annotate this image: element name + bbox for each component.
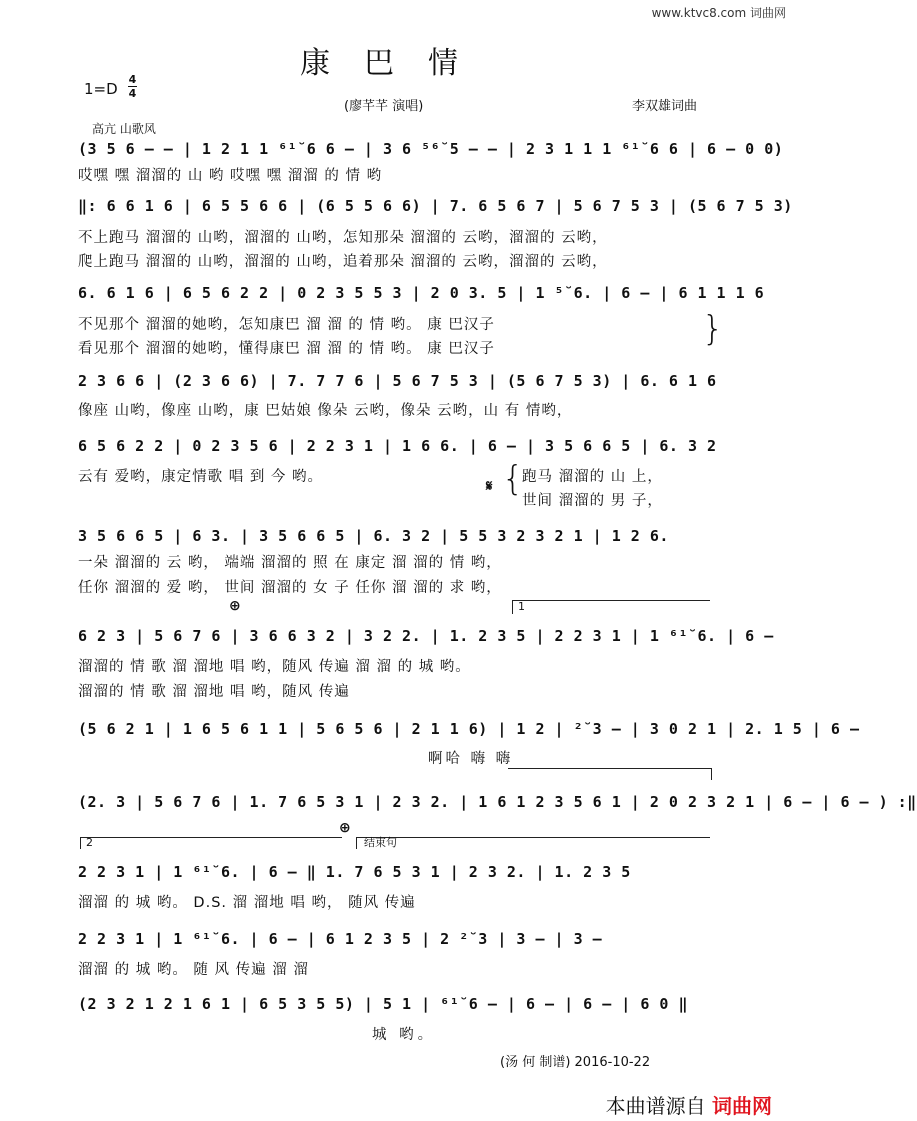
volta-1-line <box>512 600 710 601</box>
lyric-row-2-verse-2: 爬上跑马 溜溜的 山哟，溜溜的 山哟，追着那朵 溜溜的 云哟，溜溜的 云哟， <box>78 254 608 270</box>
lyric-row-8: 啊哈 嗨 嗨 <box>428 751 514 767</box>
coda-sign-2: ⊕ <box>339 820 351 836</box>
volta-1-hook <box>512 600 513 614</box>
time-signature <box>128 74 137 99</box>
notation-row-6: 3 5 6 6 5 | 6 3. | 3 5 6 6 5 | 6. 3 2 | 5 5 3 2 3 2 1 | 1 2 6. <box>78 527 669 545</box>
tempo-marking: 高亢 山歌风 <box>92 122 156 136</box>
ending-hook <box>356 837 357 849</box>
notation-row-7: 6 2 3 | 5 6 7 6 | 3 6 6 3 2 | 3 2 2. | 1. 2 3 5 | 2 2 3 1 | 1 ⁶¹˘6. | 6 – <box>78 627 774 645</box>
side-lyric-1: 跑马 溜溜的 山 上， <box>522 469 663 485</box>
bracket-line <box>508 768 712 769</box>
brace-right: } <box>702 309 724 349</box>
lyric-row-7-verse-2: 溜溜的 情 歌 溜 溜地 唱 哟，随风 传遍 <box>78 684 350 700</box>
brace-left: { <box>502 459 524 499</box>
notation-row-1: (3 5 6 – – | 1 2 1 1 ⁶¹˘6 6 – | 3 6 ⁵⁶˘5 – – | 2 3 1 1 1 ⁶¹˘6 6 | 6 – 0 0) <box>78 140 784 158</box>
volta-2-hook <box>80 837 81 849</box>
lyric-row-7-verse-1: 溜溜的 情 歌 溜 溜地 唱 哟，随风 传遍 溜 溜 的 城 哟。 <box>78 659 471 675</box>
bracket-hook <box>711 768 712 780</box>
lyric-row-3-verse-2: 看见那个 溜溜的她哟，懂得康巴 溜 溜 的 情 哟。 康 巴汉子 <box>78 341 495 357</box>
lyric-row-11: 溜溜 的 城 哟。 随 风 传遍 溜 溜 <box>78 962 309 978</box>
lyric-row-1: 哎嘿 嘿 溜溜的 山 哟 哎嘿 嘿 溜溜 的 情 哟 <box>78 168 383 184</box>
source-brand[interactable] <box>606 1090 772 1119</box>
lyric-row-6-verse-2: 任你 溜溜的 爱 哟， 世间 溜溜的 女 子 任你 溜 溜的 求 哟， <box>78 580 502 596</box>
notation-row-3: 6. 6 1 6 | 6 5 6 2 2 | 0 2 3 5 5 3 | 2 0 3. 5 | 1 ⁵˘6. | 6 – | 6 1 1 1 6 <box>78 284 765 302</box>
notation-row-12: (2 3 2 1 2 1 6 1 | 6 5 3 5 5) | 5 1 | ⁶¹˘6 – | 6 – | 6 – | 6 0 ‖ <box>78 995 688 1013</box>
lyric-row-2-verse-1: 不上跑马 溜溜的 山哟，溜溜的 山哟，怎知那朵 溜溜的 云哟，溜溜的 云哟， <box>78 230 608 246</box>
notation-row-9: (2. 3 | 5 6 7 6 | 1. 7 6 5 3 1 | 2 3 2. | 1 6 1 2 3 5 6 1 | 2 0 2 3 2 1 | 6 – | 6 – ) :‖ <box>78 793 917 811</box>
watermark-site[interactable]: www.ktvc8.com 词曲网 <box>651 6 786 20</box>
lyric-row-12: 城 哟。 <box>372 1027 437 1043</box>
ending-line <box>356 837 710 838</box>
notation-row-10: 2 2 3 1 | 1 ⁶¹˘6. | 6 – ‖ 1. 7 6 5 3 1 | 2 3 2. | 1. 2 3 5 <box>78 863 631 881</box>
lyric-row-6-verse-1: 一朵 溜溜的 云 哟， 端端 溜溜的 照 在 康定 溜 溜的 情 哟， <box>78 555 502 571</box>
notation-row-2: ‖: 6 6 1 6 | 6 5 5 6 6 | (6 5 5 6 6) | 7. 6 5 6 7 | 5 6 7 5 3 | (5 6 7 5 3) <box>78 197 793 215</box>
notation-row-11: 2 2 3 1 | 1 ⁶¹˘6. | 6 – | 6 1 2 3 5 | 2 ²˘3 | 3 – | 3 – <box>78 930 603 948</box>
song-title: 康巴情 <box>300 46 492 81</box>
brand-highlight: 词曲网 <box>712 1094 772 1118</box>
coda-sign-1: ⊕ <box>229 598 241 614</box>
volta-1-label: 1 <box>518 600 525 613</box>
lyric-row-3-verse-1: 不见那个 溜溜的她哟，怎知康巴 溜 溜 的 情 哟。 康 巴汉子 <box>78 317 495 333</box>
lyric-row-4: 像座 山哟，像座 山哟，康 巴姑娘 像朵 云哟，像朵 云哟，山 有 情哟， <box>78 403 573 419</box>
side-lyric-2: 世间 溜溜的 男 子， <box>522 493 663 509</box>
key-signature: 1=D <box>84 80 118 98</box>
volta-2-line <box>80 837 342 838</box>
singer-credit: (廖芊芊 演唱) <box>344 99 424 114</box>
brand-text: 本曲谱源自 <box>605 1094 706 1118</box>
lyric-row-5: 云有 爱哟，康定情歌 唱 到 今 哟。 <box>78 469 324 485</box>
segno-sign: 𝄋 <box>486 477 493 495</box>
time-sig-top: 4 <box>128 73 137 86</box>
composer-credit: 李双雄词曲 <box>631 99 697 114</box>
ending-label: 结束句 <box>364 836 397 849</box>
notation-row-5: 6 5 6 2 2 | 0 2 3 5 6 | 2 2 3 1 | 1 6 6. | 6 – | 3 5 6 6 5 | 6. 3 2 <box>78 437 717 455</box>
volta-2-label: 2 <box>86 836 93 849</box>
lyric-row-10: 溜溜 的 城 哟。 D.S. 溜 溜地 唱 哟， 随风 传遍 <box>78 895 416 911</box>
notation-row-8: (5 6 2 1 | 1 6 5 6 1 1 | 5 6 5 6 | 2 1 1 6) | 1 2 | ²˘3 – | 3 0 2 1 | 2. 1 5 | 6 – <box>78 720 860 738</box>
transcriber-credit: (汤 何 制谱) 2016-10-22 <box>500 1055 651 1070</box>
time-sig-bottom: 4 <box>128 87 137 100</box>
notation-row-4: 2 3 6 6 | (2 3 6 6) | 7. 7 7 6 | 5 6 7 5 3 | (5 6 7 5 3) | 6. 6 1 6 <box>78 372 717 390</box>
